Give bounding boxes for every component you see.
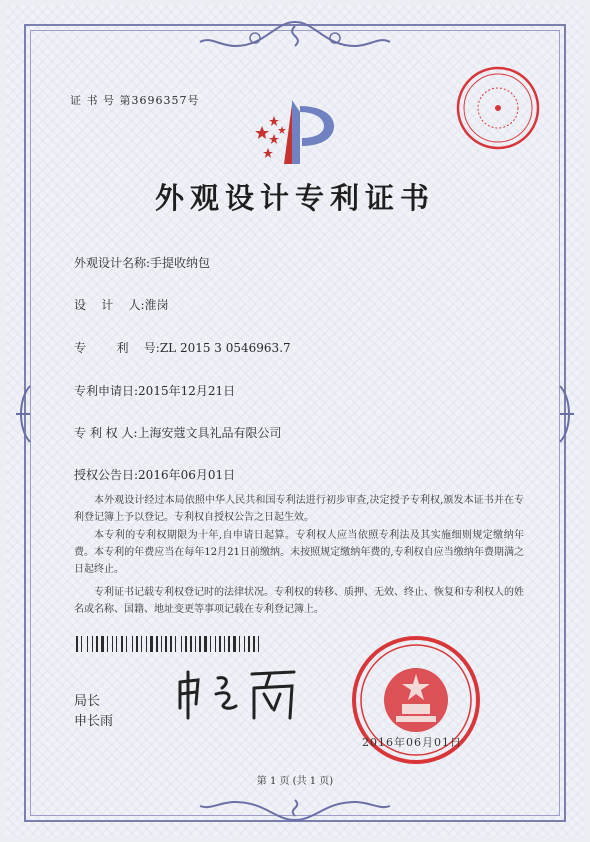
barcode-bar <box>233 636 236 652</box>
right-ornament-icon <box>554 384 576 444</box>
barcode-bar <box>99 636 100 652</box>
barcode-bar <box>185 636 187 652</box>
barcode-bar <box>141 636 142 652</box>
barcode-bar <box>81 636 82 652</box>
barcode-bar <box>241 636 243 652</box>
designer-label: 设 计 人: <box>74 298 145 312</box>
application-date-value: 2015年12月21日 <box>138 384 236 398</box>
barcode-bar <box>173 636 174 652</box>
barcode-bar <box>253 636 255 652</box>
barcode-bar <box>154 636 155 652</box>
barcode-bar <box>126 636 127 652</box>
barcode-bar <box>112 636 113 652</box>
barcode-bar <box>248 636 250 652</box>
barcode-bar <box>76 636 78 652</box>
barcode-bar <box>237 636 238 652</box>
barcode-bar <box>163 636 164 652</box>
barcode-bar <box>204 636 207 652</box>
grant-date-value: 2016年06月01日 <box>138 468 236 482</box>
design-name-label: 外观设计名称: <box>74 256 151 270</box>
barcode-bar <box>124 636 125 652</box>
certificate-number: 证 书 号 第3696357号 <box>70 94 200 107</box>
barcode-bar <box>228 636 230 652</box>
barcode-bar <box>188 636 189 652</box>
barcode-bar <box>251 636 252 652</box>
barcode-bar <box>170 636 172 652</box>
barcode-bar <box>231 636 232 652</box>
barcode-bar <box>96 636 98 652</box>
barcode-bar <box>224 636 225 652</box>
barcode-bar <box>109 636 111 652</box>
body-paragraph: 本专利的专利权期限为十年,自申请日起算。专利权人应当依照专利法及其实施细则规定缴纳年费。本专利的年费应当在每年12月21日前缴纳。未按照规定缴纳年费的,专利权自应当缴纳年费期满之日起终止。 <box>74 530 524 575</box>
application-date-field <box>74 382 235 399</box>
barcode-bar <box>116 636 117 652</box>
designer-value: 淮岗 <box>144 298 169 312</box>
design-name-value: 手提收纳包 <box>150 256 211 270</box>
barcode-bar <box>244 636 245 652</box>
patent-number-label: 专 利 号: <box>74 341 160 355</box>
barcode-bar <box>217 636 218 652</box>
barcode-bar <box>165 636 167 652</box>
grant-date-field <box>74 466 235 483</box>
patent-number-field <box>74 339 291 356</box>
application-date-label: 专利申请日: <box>74 384 139 398</box>
design-name-field <box>74 254 210 271</box>
barcode-bar <box>210 636 211 652</box>
barcode-bar <box>202 636 203 652</box>
barcode-bar <box>121 636 123 652</box>
barcode-bar <box>101 636 104 652</box>
page-number: 第 1 页 (共 1 页) <box>256 776 334 787</box>
barcode-bar <box>146 636 147 652</box>
handwritten-signature-icon <box>174 664 304 724</box>
barcode-bar <box>156 636 158 652</box>
barcode-bar <box>239 636 240 652</box>
barcode-bar <box>199 636 201 652</box>
barcode-bar <box>183 636 184 652</box>
issue-date: 2016年06月01日 <box>362 736 462 749</box>
barcode-bar <box>197 636 198 652</box>
barcode-bar <box>139 636 140 652</box>
body-paragraph: 本外观设计经过本局依照中华人民共和国专利法进行初步审查,决定授予专利权,颁发本证书并在专利登记簿上予以登记。专利权自授权公告之日起生效。 <box>74 495 524 523</box>
barcode-bar <box>94 636 95 652</box>
patentee-value: 上海安蔻文具礼品有限公司 <box>137 426 282 440</box>
barcode <box>76 636 312 652</box>
barcode-bar <box>177 636 180 652</box>
patent-office-logo-icon <box>248 96 338 168</box>
barcode-bar <box>105 636 106 652</box>
barcode-bar <box>136 636 138 652</box>
barcode-bar <box>222 636 223 652</box>
grant-date-label: 授权公告日: <box>74 468 139 482</box>
signatory-name: 申长雨 <box>74 714 114 729</box>
patent-number-value: ZL 2015 3 0546963.7 <box>159 341 291 355</box>
barcode-bar <box>159 636 160 652</box>
barcode-bar <box>168 636 169 652</box>
certificate-title: 外观设计专利证书 <box>154 181 435 215</box>
barcode-bar <box>226 636 227 652</box>
designer-field <box>74 296 169 313</box>
barcode-bar <box>89 636 91 652</box>
signatory-role: 局长 <box>74 694 101 709</box>
barcode-bar <box>128 636 131 652</box>
barcode-bar <box>143 636 145 652</box>
barcode-bar <box>132 636 133 652</box>
patentee-label: 专 利 权 人: <box>74 426 138 440</box>
agency-stamp-icon <box>454 64 542 152</box>
barcode-bar <box>150 636 153 652</box>
barcode-bar <box>256 636 257 652</box>
barcode-bar <box>114 636 115 652</box>
certificate-body <box>74 492 524 619</box>
certificate-paper <box>6 4 584 838</box>
barcode-bar <box>219 636 221 652</box>
barcode-bar <box>161 636 162 652</box>
barcode-bar <box>148 636 149 652</box>
barcode-bar <box>215 636 216 652</box>
barcode-bar <box>92 636 93 652</box>
top-ornament-icon <box>195 16 395 56</box>
barcode-bar <box>175 636 176 652</box>
left-ornament-icon <box>14 384 36 444</box>
barcode-bar <box>190 636 192 652</box>
barcode-bar <box>246 636 247 652</box>
body-paragraph: 专利证书记载专利权登记时的法律状况。专利权的转移、质押、无效、终止、恢复和专利权人的姓名或名称、国籍、地址变更等事项记载在专利登记簿上。 <box>74 587 524 615</box>
barcode-bar <box>79 636 80 652</box>
barcode-bar <box>134 636 135 652</box>
patentee-field <box>74 424 282 441</box>
bottom-ornament-icon <box>195 796 395 826</box>
barcode-bar <box>118 636 120 652</box>
barcode-bar <box>107 636 108 652</box>
barcode-bar <box>258 636 259 652</box>
barcode-bar <box>212 636 214 652</box>
barcode-bar <box>208 636 209 652</box>
barcode-bar <box>181 636 182 652</box>
barcode-bar <box>87 636 88 652</box>
barcode-bar <box>195 636 196 652</box>
barcode-bar <box>83 636 86 652</box>
barcode-bar <box>193 636 194 652</box>
